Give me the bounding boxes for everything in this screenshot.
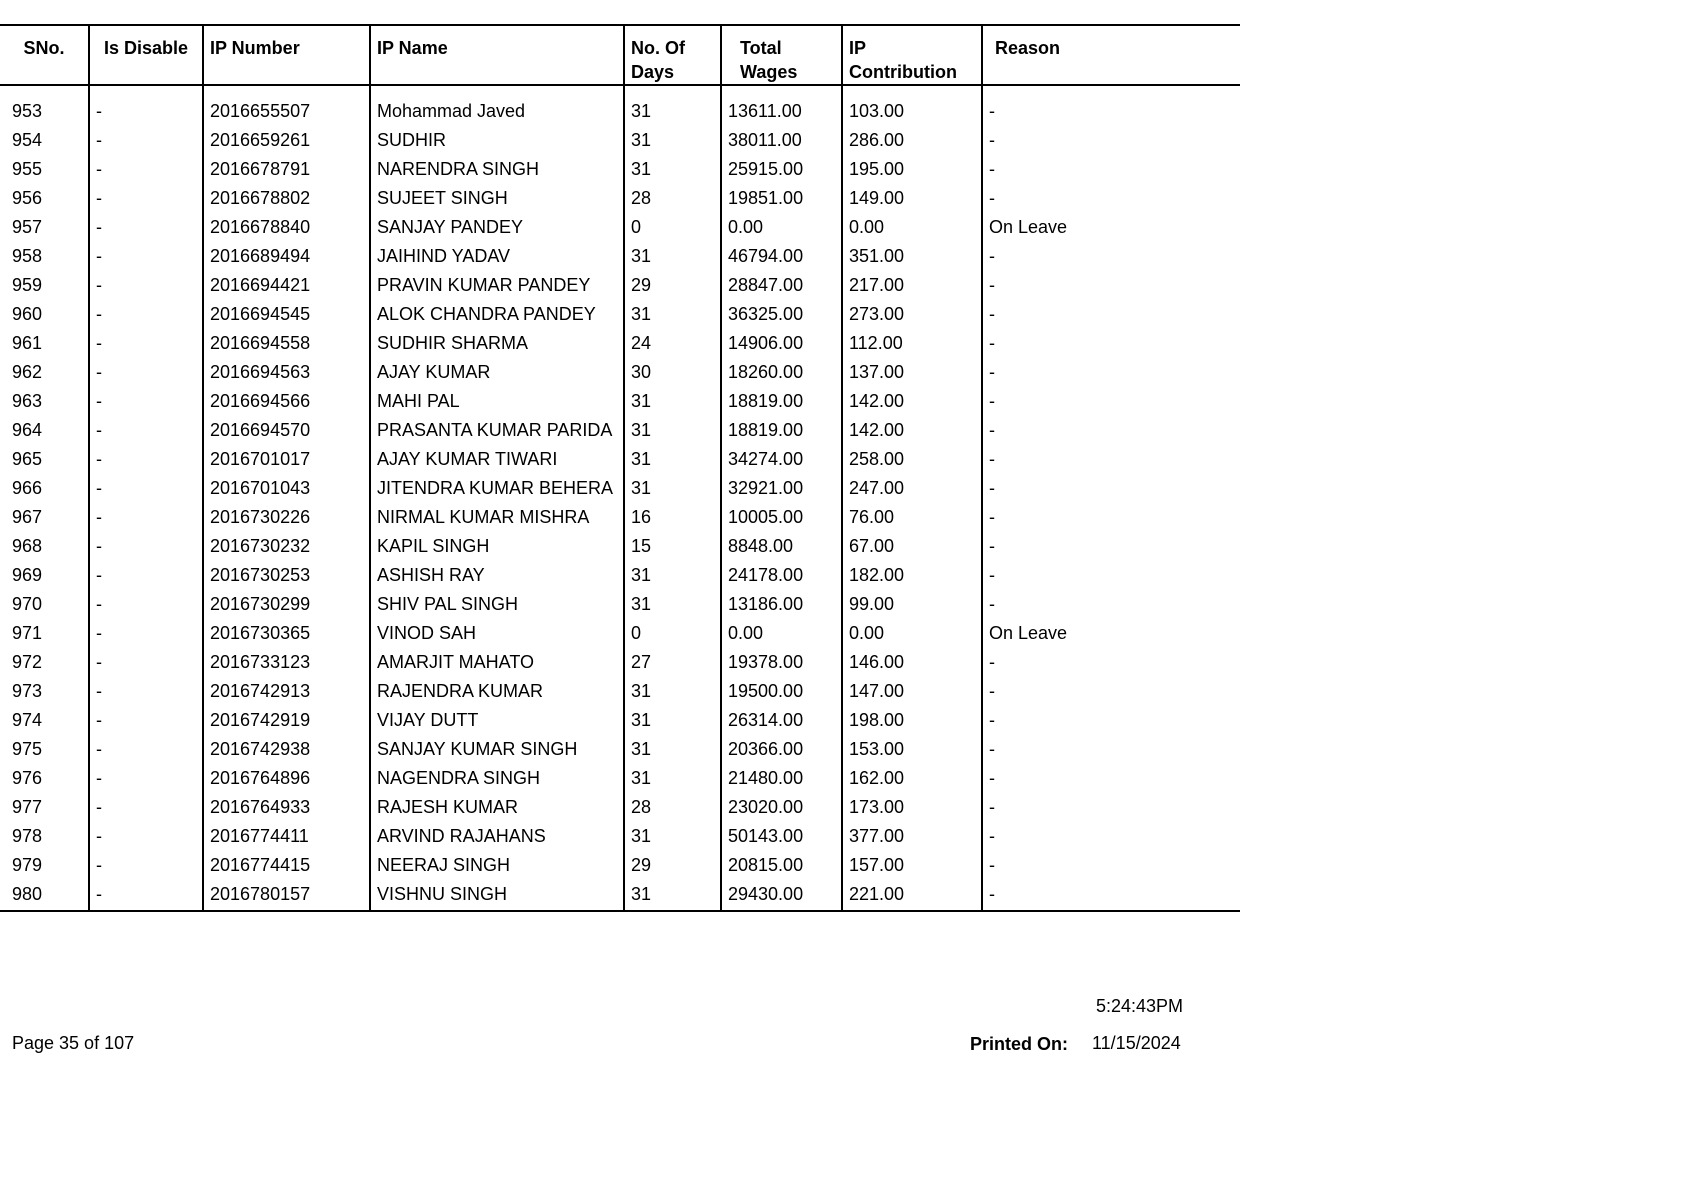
cell-days: 29 — [624, 271, 721, 300]
cell-sno: 961 — [12, 333, 43, 353]
cell-ip-number: 2016694570 — [203, 416, 370, 445]
cell-reason: - — [982, 590, 1240, 619]
cell-ip-name: ASHISH RAY — [370, 561, 624, 590]
cell-ip-number: 2016730253 — [203, 561, 370, 590]
printed-on-label: Printed On: — [970, 1034, 1068, 1054]
cell-ip-name: VISHNU SINGH — [370, 880, 624, 911]
cell-reason: - — [982, 764, 1240, 793]
cell-reason: - — [982, 880, 1240, 911]
cell-ip-number: 2016764933 — [203, 793, 370, 822]
cell-ip-name: JITENDRA KUMAR BEHERA — [370, 474, 624, 503]
cell-ip-contribution: 146.00 — [842, 648, 982, 677]
cell-ip-name: NAGENDRA SINGH — [370, 764, 624, 793]
table-row — [0, 590, 1240, 619]
table-row — [0, 474, 1240, 503]
cell-reason: - — [982, 532, 1240, 561]
cell-reason: - — [982, 300, 1240, 329]
cell-days: 31 — [624, 474, 721, 503]
cell-is-disable: - — [89, 358, 203, 387]
cell-ip-contribution: 76.00 — [842, 503, 982, 532]
cell-days: 0 — [624, 619, 721, 648]
cell-days: 31 — [624, 387, 721, 416]
cell-ip-name: SUDHIR — [370, 126, 624, 155]
cell-total-wages: 0.00 — [721, 213, 842, 242]
cell-reason: - — [982, 271, 1240, 300]
cell-days: 31 — [624, 822, 721, 851]
cell-is-disable: - — [89, 880, 203, 911]
cell-is-disable: - — [89, 271, 203, 300]
table-row — [0, 532, 1240, 561]
cell-total-wages: 18819.00 — [721, 387, 842, 416]
table-row — [0, 387, 1240, 416]
cell-days: 31 — [624, 880, 721, 911]
table-row — [0, 300, 1240, 329]
cell-is-disable: - — [89, 184, 203, 213]
cell-sno: 954 — [12, 130, 43, 150]
cell-days: 31 — [624, 735, 721, 764]
cell-is-disable: - — [89, 851, 203, 880]
cell-is-disable: - — [89, 561, 203, 590]
cell-total-wages: 36325.00 — [721, 300, 842, 329]
cell-total-wages: 18260.00 — [721, 358, 842, 387]
table-row — [0, 126, 1240, 155]
cell-ip-contribution: 142.00 — [842, 416, 982, 445]
cell-sno: 979 — [12, 855, 43, 875]
print-time: 5:24:43PM — [1096, 996, 1184, 1016]
page-number: Page 35 of 107 — [12, 1033, 135, 1053]
cell-ip-number: 2016742913 — [203, 677, 370, 706]
cell-ip-number: 2016730365 — [203, 619, 370, 648]
cell-total-wages: 46794.00 — [721, 242, 842, 271]
cell-total-wages: 14906.00 — [721, 329, 842, 358]
cell-days: 27 — [624, 648, 721, 677]
cell-total-wages: 8848.00 — [721, 532, 842, 561]
cell-reason: - — [982, 561, 1240, 590]
cell-is-disable: - — [89, 764, 203, 793]
cell-ip-name: AJAY KUMAR TIWARI — [370, 445, 624, 474]
cell-total-wages: 20366.00 — [721, 735, 842, 764]
table-row — [0, 155, 1240, 184]
cell-sno: 957 — [12, 217, 43, 237]
cell-total-wages: 19378.00 — [721, 648, 842, 677]
cell-total-wages: 29430.00 — [721, 880, 842, 911]
cell-total-wages: 13611.00 — [721, 97, 842, 126]
cell-sno: 980 — [0, 880, 89, 911]
cell-sno: 973 — [12, 681, 43, 701]
cell-reason: - — [982, 503, 1240, 532]
contribution-report — [0, 24, 1240, 912]
cell-ip-contribution: 99.00 — [842, 590, 982, 619]
table-row — [0, 213, 1240, 242]
cell-total-wages: 23020.00 — [721, 793, 842, 822]
cell-total-wages: 38011.00 — [721, 126, 842, 155]
cell-ip-name: MAHI PAL — [370, 387, 624, 416]
cell-total-wages: 26314.00 — [721, 706, 842, 735]
cell-days: 31 — [624, 590, 721, 619]
cell-ip-name: SANJAY KUMAR SINGH — [370, 735, 624, 764]
table-row — [0, 329, 1240, 358]
cell-total-wages: 21480.00 — [721, 764, 842, 793]
cell-is-disable: - — [89, 619, 203, 648]
cell-ip-name: VINOD SAH — [370, 619, 624, 648]
cell-is-disable: - — [89, 793, 203, 822]
cell-ip-contribution: 198.00 — [842, 706, 982, 735]
cell-is-disable: - — [89, 300, 203, 329]
cell-sno: 959 — [12, 275, 43, 295]
table-row — [0, 619, 1240, 648]
header-is-disable: Is Disable — [89, 25, 203, 85]
cell-is-disable: - — [89, 97, 203, 126]
cell-is-disable: - — [89, 590, 203, 619]
cell-total-wages: 25915.00 — [721, 155, 842, 184]
cell-is-disable: - — [89, 155, 203, 184]
table-row — [0, 880, 1240, 911]
table-row — [0, 822, 1240, 851]
cell-ip-contribution: 182.00 — [842, 561, 982, 590]
cell-ip-number: 2016742938 — [203, 735, 370, 764]
cell-ip-number: 2016742919 — [203, 706, 370, 735]
cell-ip-contribution: 258.00 — [842, 445, 982, 474]
cell-ip-contribution: 112.00 — [842, 329, 982, 358]
cell-ip-contribution: 217.00 — [842, 271, 982, 300]
cell-days: 31 — [624, 677, 721, 706]
cell-days: 16 — [624, 503, 721, 532]
cell-total-wages: 50143.00 — [721, 822, 842, 851]
cell-reason: - — [982, 387, 1240, 416]
cell-is-disable: - — [89, 735, 203, 764]
cell-sno: 964 — [12, 420, 43, 440]
cell-ip-contribution: 147.00 — [842, 677, 982, 706]
cell-days: 24 — [624, 329, 721, 358]
cell-total-wages: 18819.00 — [721, 416, 842, 445]
cell-reason: - — [982, 184, 1240, 213]
cell-ip-number: 2016701017 — [203, 445, 370, 474]
header-ip-name: IP Name — [370, 25, 624, 85]
cell-sno: 977 — [12, 797, 43, 817]
table-row — [0, 764, 1240, 793]
cell-is-disable: - — [89, 387, 203, 416]
cell-sno: 963 — [12, 391, 43, 411]
cell-ip-number: 2016730226 — [203, 503, 370, 532]
cell-reason: - — [982, 416, 1240, 445]
cell-is-disable: - — [89, 213, 203, 242]
cell-days: 29 — [624, 851, 721, 880]
cell-ip-contribution: 173.00 — [842, 793, 982, 822]
cell-total-wages: 10005.00 — [721, 503, 842, 532]
cell-is-disable: - — [89, 706, 203, 735]
cell-ip-number: 2016694566 — [203, 387, 370, 416]
header-ip-contribution: IP Contribution — [842, 25, 982, 85]
cell-ip-contribution: 247.00 — [842, 474, 982, 503]
cell-is-disable: - — [89, 822, 203, 851]
table-body — [0, 85, 1240, 911]
table-row — [0, 561, 1240, 590]
cell-ip-number: 2016701043 — [203, 474, 370, 503]
cell-reason: - — [982, 706, 1240, 735]
cell-ip-contribution: 157.00 — [842, 851, 982, 880]
cell-ip-number: 2016678802 — [203, 184, 370, 213]
cell-ip-name: PRAVIN KUMAR PANDEY — [370, 271, 624, 300]
cell-ip-number: 2016694545 — [203, 300, 370, 329]
cell-reason: - — [982, 735, 1240, 764]
cell-reason: - — [982, 242, 1240, 271]
cell-sno: 956 — [12, 188, 43, 208]
cell-sno: 969 — [12, 565, 43, 585]
cell-is-disable: - — [89, 126, 203, 155]
table-row — [0, 793, 1240, 822]
header-sno: SNo. — [0, 25, 89, 85]
cell-ip-name: SHIV PAL SINGH — [370, 590, 624, 619]
cell-ip-contribution: 195.00 — [842, 155, 982, 184]
cell-total-wages: 0.00 — [721, 619, 842, 648]
cell-ip-name: JAIHIND YADAV — [370, 242, 624, 271]
cell-ip-contribution: 142.00 — [842, 387, 982, 416]
table-row — [0, 648, 1240, 677]
cell-sno: 970 — [12, 594, 43, 614]
cell-ip-number: 2016678791 — [203, 155, 370, 184]
cell-days: 31 — [624, 445, 721, 474]
cell-ip-contribution: 377.00 — [842, 822, 982, 851]
cell-ip-name: RAJESH KUMAR — [370, 793, 624, 822]
cell-ip-contribution: 103.00 — [842, 97, 982, 126]
printed-on-date: 11/15/2024 — [1092, 1033, 1181, 1053]
cell-days: 31 — [624, 155, 721, 184]
cell-is-disable: - — [89, 677, 203, 706]
cell-sno: 972 — [12, 652, 43, 672]
cell-days: 31 — [624, 97, 721, 126]
cell-is-disable: - — [89, 445, 203, 474]
cell-sno: 978 — [12, 826, 43, 846]
cell-days: 15 — [624, 532, 721, 561]
cell-sno: 962 — [12, 362, 43, 382]
cell-sno: 958 — [12, 246, 43, 266]
cell-ip-number: 2016694558 — [203, 329, 370, 358]
cell-is-disable: - — [89, 329, 203, 358]
cell-is-disable: - — [89, 532, 203, 561]
table-row — [0, 851, 1240, 880]
cell-ip-contribution: 273.00 — [842, 300, 982, 329]
header-total-wages: Total Wages — [721, 25, 842, 85]
cell-reason: On Leave — [982, 213, 1240, 242]
cell-ip-name: PRASANTA KUMAR PARIDA — [370, 416, 624, 445]
cell-ip-contribution: 351.00 — [842, 242, 982, 271]
cell-total-wages: 19500.00 — [721, 677, 842, 706]
cell-reason: - — [982, 677, 1240, 706]
cell-ip-contribution: 162.00 — [842, 764, 982, 793]
contribution-table — [0, 24, 1240, 912]
cell-ip-name: NEERAJ SINGH — [370, 851, 624, 880]
cell-ip-number: 2016678840 — [203, 213, 370, 242]
cell-ip-name: SUDHIR SHARMA — [370, 329, 624, 358]
cell-total-wages: 20815.00 — [721, 851, 842, 880]
cell-sno: 974 — [12, 710, 43, 730]
cell-days: 28 — [624, 184, 721, 213]
cell-reason: On Leave — [982, 619, 1240, 648]
table-header — [0, 25, 1240, 85]
cell-ip-name: AJAY KUMAR — [370, 358, 624, 387]
cell-ip-number: 2016780157 — [203, 880, 370, 911]
header-no-of-days: No. Of Days — [624, 25, 721, 85]
cell-reason: - — [982, 329, 1240, 358]
cell-ip-contribution: 67.00 — [842, 532, 982, 561]
header-reason: Reason — [982, 25, 1240, 85]
cell-ip-number: 2016694563 — [203, 358, 370, 387]
cell-sno: 965 — [12, 449, 43, 469]
cell-sno: 968 — [12, 536, 43, 556]
cell-sno: 971 — [12, 623, 43, 643]
table-row — [0, 97, 1240, 126]
header-ip-number: IP Number — [203, 25, 370, 85]
table-row — [0, 735, 1240, 764]
cell-sno: 976 — [12, 768, 43, 788]
cell-ip-name: RAJENDRA KUMAR — [370, 677, 624, 706]
cell-ip-name: Mohammad Javed — [370, 97, 624, 126]
cell-days: 31 — [624, 561, 721, 590]
cell-sno: 975 — [12, 739, 43, 759]
cell-days: 28 — [624, 793, 721, 822]
cell-days: 30 — [624, 358, 721, 387]
cell-reason: - — [982, 126, 1240, 155]
cell-reason: - — [982, 155, 1240, 184]
cell-total-wages: 32921.00 — [721, 474, 842, 503]
cell-ip-number: 2016774411 — [203, 822, 370, 851]
table-row — [0, 358, 1240, 387]
cell-sno: 967 — [12, 507, 43, 527]
cell-ip-name: SUJEET SINGH — [370, 184, 624, 213]
cell-total-wages: 28847.00 — [721, 271, 842, 300]
cell-days: 31 — [624, 242, 721, 271]
cell-ip-name: AMARJIT MAHATO — [370, 648, 624, 677]
cell-ip-contribution: 286.00 — [842, 126, 982, 155]
cell-ip-contribution: 221.00 — [842, 880, 982, 911]
table-row — [0, 184, 1240, 213]
cell-ip-name: NARENDRA SINGH — [370, 155, 624, 184]
cell-ip-contribution: 153.00 — [842, 735, 982, 764]
cell-sno: 960 — [12, 304, 43, 324]
cell-ip-name: ARVIND RAJAHANS — [370, 822, 624, 851]
cell-is-disable: - — [89, 242, 203, 271]
cell-reason: - — [982, 474, 1240, 503]
cell-days: 0 — [624, 213, 721, 242]
table-row — [0, 503, 1240, 532]
cell-ip-number: 2016655507 — [203, 97, 370, 126]
cell-ip-contribution: 0.00 — [842, 213, 982, 242]
cell-reason: - — [982, 358, 1240, 387]
cell-ip-number: 2016659261 — [203, 126, 370, 155]
cell-ip-name: VIJAY DUTT — [370, 706, 624, 735]
table-row — [0, 416, 1240, 445]
cell-total-wages: 24178.00 — [721, 561, 842, 590]
table-row — [0, 706, 1240, 735]
cell-sno: 953 — [12, 101, 43, 121]
table-row — [0, 242, 1240, 271]
cell-total-wages: 13186.00 — [721, 590, 842, 619]
cell-is-disable: - — [89, 503, 203, 532]
cell-days: 31 — [624, 706, 721, 735]
cell-ip-number: 2016689494 — [203, 242, 370, 271]
cell-ip-contribution: 149.00 — [842, 184, 982, 213]
cell-reason: - — [982, 851, 1240, 880]
cell-ip-contribution: 0.00 — [842, 619, 982, 648]
cell-reason: - — [982, 822, 1240, 851]
cell-ip-name: ALOK CHANDRA PANDEY — [370, 300, 624, 329]
cell-days: 31 — [624, 416, 721, 445]
cell-is-disable: - — [89, 474, 203, 503]
cell-days: 31 — [624, 300, 721, 329]
cell-days: 31 — [624, 126, 721, 155]
cell-ip-name: SANJAY PANDEY — [370, 213, 624, 242]
cell-is-disable: - — [89, 416, 203, 445]
cell-is-disable: - — [89, 648, 203, 677]
cell-ip-number: 2016774415 — [203, 851, 370, 880]
cell-ip-name: NIRMAL KUMAR MISHRA — [370, 503, 624, 532]
cell-ip-number: 2016694421 — [203, 271, 370, 300]
cell-reason: - — [982, 97, 1240, 126]
cell-reason: - — [982, 793, 1240, 822]
cell-sno: 955 — [12, 159, 43, 179]
cell-ip-number: 2016730299 — [203, 590, 370, 619]
cell-ip-contribution: 137.00 — [842, 358, 982, 387]
cell-reason: - — [982, 445, 1240, 474]
table-row — [0, 271, 1240, 300]
cell-sno: 966 — [12, 478, 43, 498]
cell-ip-number: 2016764896 — [203, 764, 370, 793]
cell-total-wages: 19851.00 — [721, 184, 842, 213]
cell-reason: - — [982, 648, 1240, 677]
cell-ip-number: 2016730232 — [203, 532, 370, 561]
cell-ip-number: 2016733123 — [203, 648, 370, 677]
cell-days: 31 — [624, 764, 721, 793]
cell-total-wages: 34274.00 — [721, 445, 842, 474]
table-row — [0, 677, 1240, 706]
table-row — [0, 445, 1240, 474]
cell-ip-name: KAPIL SINGH — [370, 532, 624, 561]
